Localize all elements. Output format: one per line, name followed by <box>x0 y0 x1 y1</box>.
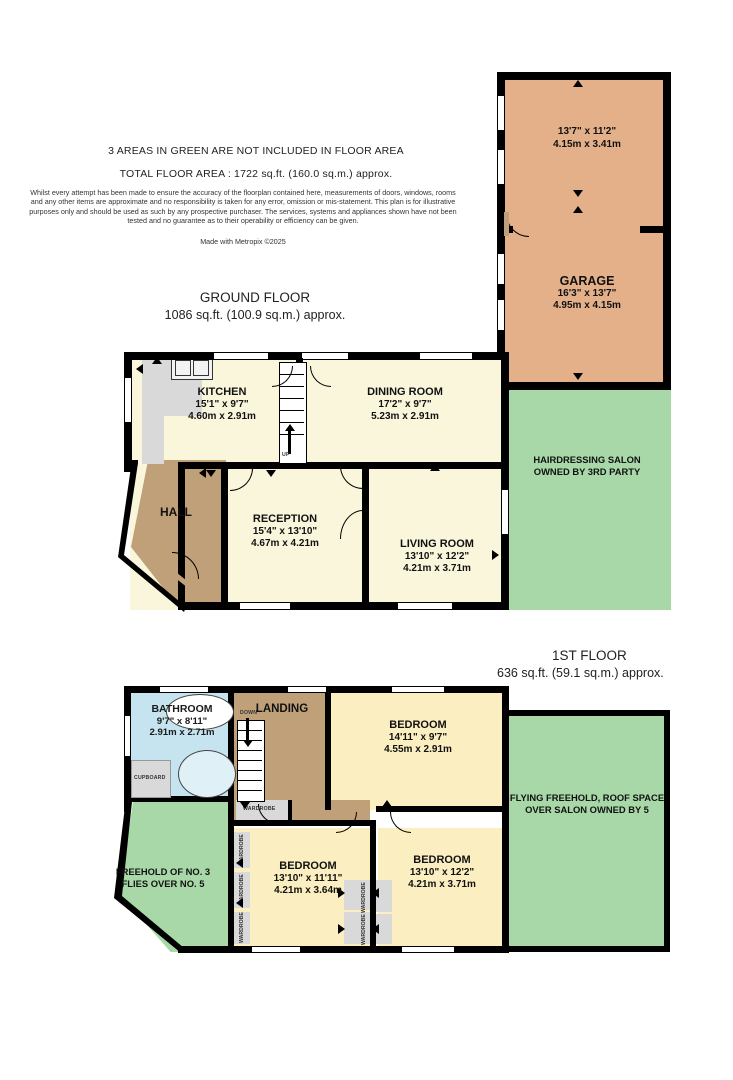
ground-wall-right <box>501 352 509 610</box>
garage-wall-bottom <box>497 382 671 390</box>
ground-window-top-1 <box>214 353 268 359</box>
garage-metric: 4.95m x 4.15m <box>553 300 621 312</box>
wall-hall-left <box>178 462 185 610</box>
bathroom-metric: 2.91m x 2.71m <box>149 727 215 739</box>
first-window-top-1 <box>160 687 208 692</box>
arrow-left-hall <box>199 468 206 478</box>
stair-down-label: DOWN <box>240 710 258 716</box>
arrow-left-kitchen <box>136 364 143 374</box>
arrow-right-bedroom2b <box>338 924 345 934</box>
first-window-bottom-2 <box>402 947 454 952</box>
reception-imperial: 15'4" x 13'10" <box>252 525 318 537</box>
arrow-up-bedroom3 <box>382 800 392 807</box>
flying-wall-bottom <box>502 946 670 952</box>
freehold-no3-line-2: FLIES OVER NO. 5 <box>121 878 205 889</box>
flying-freehold-annotation <box>504 792 670 816</box>
bedroom1-name: BEDROOM <box>389 719 447 731</box>
bedroom3-imperial: 13'10" x 12'2" <box>409 866 475 878</box>
garage-divider-right <box>640 226 671 233</box>
arrow-up-garage-top <box>573 80 583 87</box>
stair-up-label: UP <box>282 452 290 458</box>
dining-room-metric: 5.23m x 2.91m <box>371 411 439 423</box>
wardrobe-label-left-1: WARDROBE <box>239 834 245 865</box>
stair-down-arrow <box>243 740 253 747</box>
ground-floor-subtitle: 1086 sq.ft. (100.9 sq.m.) approx. <box>164 308 346 322</box>
wall-reception-living <box>362 462 369 610</box>
ground-window-right-1 <box>502 490 508 534</box>
total-floor-area: TOTAL FLOOR AREA : 1722 sq.ft. (160.0 sq.m.) approx. <box>119 168 393 180</box>
ground-floor-title: GROUND FLOOR <box>199 290 311 305</box>
ground-wall-angled <box>118 455 198 615</box>
reception-name: RECEPTION <box>252 513 318 525</box>
garage-imperial: 16'3" x 13'7" <box>557 287 617 299</box>
dining-room-label <box>310 386 500 424</box>
garage-window-2 <box>498 150 504 184</box>
ground-window-bottom-1 <box>240 603 290 609</box>
arrow-up-kitchen <box>152 357 162 364</box>
bedroom3-metric: 4.21m x 3.71m <box>408 879 476 891</box>
arrow-down-kitchen <box>206 470 216 477</box>
bedroom2-name: BEDROOM <box>279 860 337 872</box>
bedroom2-label <box>248 860 368 898</box>
bedroom2-metric: 4.21m x 3.64m <box>274 885 342 897</box>
garage-window-1 <box>498 96 504 130</box>
flying-wall-top <box>502 710 670 716</box>
bathroom-imperial: 9'7" x 8'11" <box>156 715 208 727</box>
ground-window-top-2 <box>302 353 348 359</box>
salon-line-1: HAIRDRESSING SALON <box>533 454 641 465</box>
arrow-up-living <box>430 464 440 471</box>
reception-label <box>210 513 360 551</box>
bedroom3-name: BEDROOM <box>413 854 471 866</box>
ground-window-top-3 <box>420 353 472 359</box>
wardrobe-label-left-2: WARDROBE <box>239 874 245 905</box>
hall-name: HALL <box>160 505 192 519</box>
arrow-down-garage-bottom <box>573 373 583 380</box>
green-areas-note: 3 AREAS IN GREEN ARE NOT INCLUDED IN FLOOR AREA <box>108 145 404 157</box>
arrow-down-reception <box>266 470 276 477</box>
flying-freehold-fill <box>504 714 670 952</box>
garage-door-leaf <box>504 212 509 236</box>
bathroom-cupboard-label: CUPBOARD <box>134 775 166 781</box>
bedroom1-imperial: 14'11" x 9'7" <box>388 731 448 743</box>
garage-name: GARAGE <box>559 274 615 288</box>
wardrobe-label-top: WARDROBE <box>243 806 276 812</box>
flying-freehold-line-1: FLYING FREEHOLD, ROOF SPACE <box>509 792 665 803</box>
arrow-down-garage-mid <box>573 190 583 197</box>
stair-up-shaft <box>288 430 291 454</box>
wardrobe-label-mid-1: WARDROBE <box>361 882 367 913</box>
dining-room-imperial: 17'2" x 9'7" <box>378 398 432 410</box>
kitchen-name: KITCHEN <box>197 386 247 398</box>
bedroom1-label <box>332 719 504 757</box>
garage-upper-imperial: 13'7" x 11'2" <box>557 126 617 137</box>
landing-label <box>232 703 332 716</box>
salon-annotation <box>503 454 671 478</box>
bedroom1-metric: 4.55m x 2.91m <box>384 744 452 756</box>
arrow-down-landing <box>240 802 250 809</box>
bedroom3-label <box>380 854 504 892</box>
first-window-bottom-1 <box>252 947 300 952</box>
arrow-left-bedroom2b <box>236 898 243 908</box>
garage-wall-top <box>497 72 671 80</box>
garage-upper-label <box>503 126 671 151</box>
living-room-metric: 4.21m x 3.71m <box>403 563 471 575</box>
salon-fill <box>503 390 671 610</box>
kitchen-sink-drainer <box>193 360 209 376</box>
garage-label <box>503 275 671 313</box>
kitchen-label <box>148 386 296 424</box>
wardrobe-label-left-3: WARDROBE <box>239 912 245 943</box>
first-floor-subtitle: 636 sq.ft. (59.1 sq.m.) approx. <box>497 666 664 680</box>
hall-label <box>140 506 212 519</box>
stair-up-arrow <box>285 424 295 431</box>
freehold-no3-annotation <box>88 866 238 890</box>
flying-wall-right <box>664 710 670 952</box>
metropix-credit: Made with Metropix ©2025 <box>200 237 286 246</box>
bathroom-label <box>130 704 234 739</box>
ground-window-left-1 <box>125 378 131 422</box>
living-room-name: LIVING ROOM <box>400 538 474 550</box>
kitchen-sink-bowl <box>175 360 191 376</box>
freehold-no3-line-1: FREEHOLD OF NO. 3 <box>115 866 211 877</box>
kitchen-metric: 4.60m x 2.91m <box>188 411 256 423</box>
ground-window-bottom-2 <box>398 603 452 609</box>
living-room-imperial: 13'10" x 12'2" <box>404 550 470 562</box>
reception-metric: 4.67m x 4.21m <box>251 538 319 550</box>
landing-name: LANDING <box>255 703 309 715</box>
first-floor-title: 1ST FLOOR <box>552 648 627 663</box>
arrow-up-garage-mid2 <box>573 206 583 213</box>
arrow-left-bedroom3 <box>372 888 379 898</box>
kitchen-imperial: 15'1" x 9'7" <box>195 398 249 410</box>
living-room-label <box>372 538 502 576</box>
wardrobe-label-mid-2: WARDROBE <box>361 914 367 945</box>
garage-upper-metric: 4.15m x 3.41m <box>553 138 621 150</box>
basin-icon <box>178 750 236 798</box>
arrow-left-bedroom3b <box>372 924 379 934</box>
first-window-top-2 <box>288 687 326 692</box>
bedroom2-imperial: 13'10" x 11'11" <box>273 872 343 884</box>
bathroom-name: BATHROOM <box>151 703 213 715</box>
dining-room-name: DINING ROOM <box>367 386 443 398</box>
first-window-top-3 <box>392 687 444 692</box>
flying-freehold-line-2: OVER SALON OWNED BY 5 <box>525 804 649 815</box>
disclaimer-text: Whilst every attempt has been made to ensure the accuracy of the floorplan contained here, measurements of doors, windows, rooms and any other items are approximate and no responsibility is taken for any error, omission or mis-statement. This plan is for illustrative purposes only and should be used as such by any prospective purchaser. The services, systems and appliances shown have not been tested and no guarantee as to their operability or efficiency can be given. <box>29 188 457 226</box>
salon-line-2: OWNED BY 3RD PARTY <box>533 466 641 477</box>
